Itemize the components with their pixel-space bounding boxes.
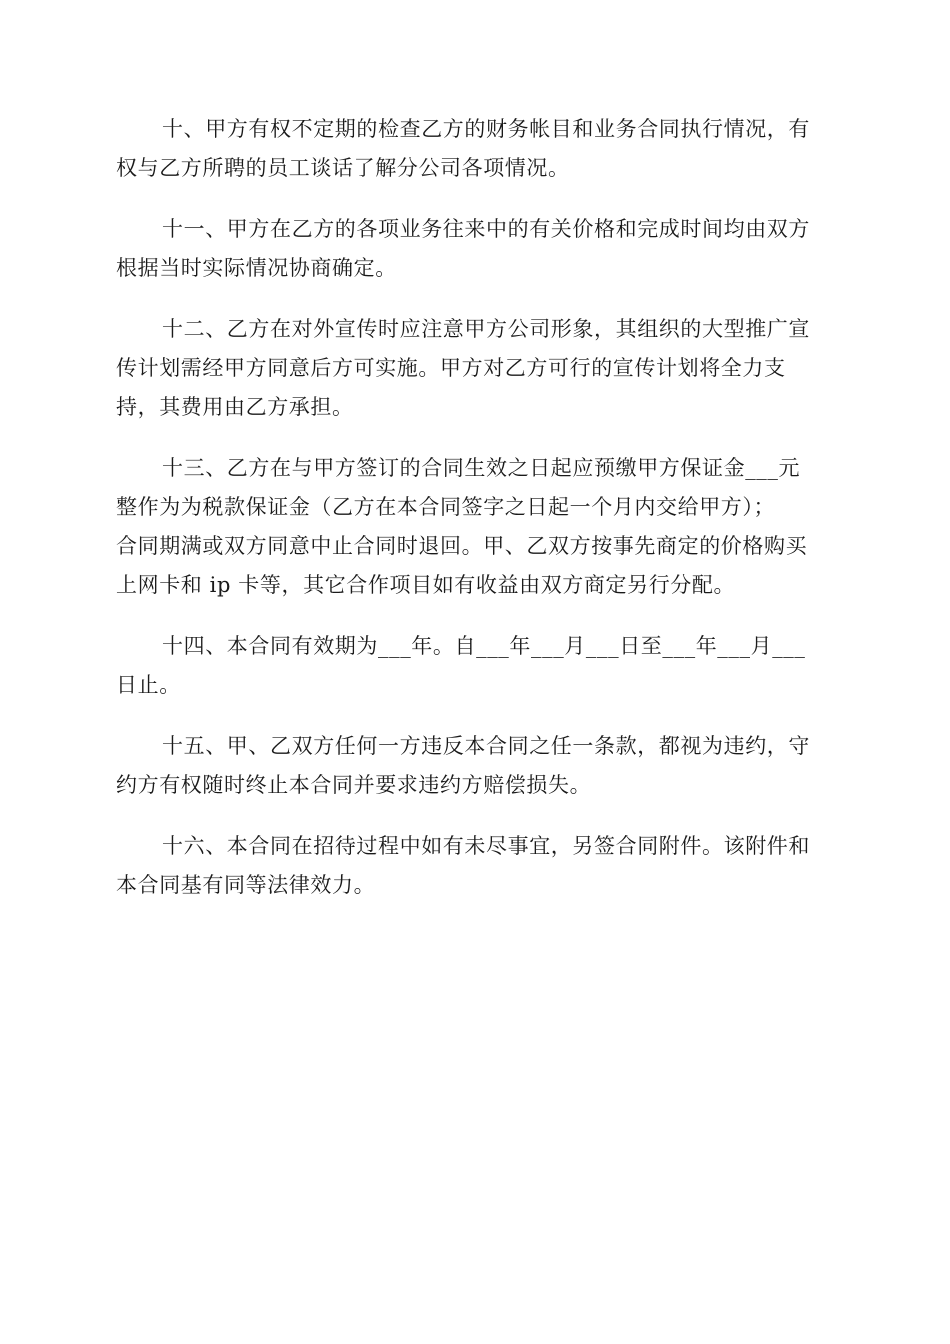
clause-16	[116, 827, 834, 905]
clause-14	[116, 627, 834, 705]
clause-11-line-2: 根据当时实际情况协商确定。	[116, 256, 397, 280]
clause-14-line-2: 日止。	[116, 673, 181, 697]
clause-15-line-1: 十五、甲、乙双方任何一方违反本合同之任一条款，都视为违约，守	[162, 734, 810, 758]
clause-13-line-1: 十三、乙方在与甲方签订的合同生效之日起应预缴甲方保证金___元	[162, 456, 801, 480]
clause-15	[116, 727, 834, 805]
clause-13-line-2: 整作为为税款保证金（乙方在本合同签字之日起一个月内交给甲方）；	[116, 495, 776, 519]
clause-12-line-1: 十二、乙方在对外宣传时应注意甲方公司形象，其组织的大型推广宣	[162, 317, 810, 341]
clause-11	[116, 210, 834, 288]
clause-12-line-3: 持，其费用由乙方承担。	[116, 395, 354, 419]
clause-10-line-2: 权与乙方所聘的员工谈话了解分公司各项情况。	[116, 156, 570, 180]
clause-16-line-1: 十六、本合同在招待过程中如有未尽事宜，另签合同附件。该附件和	[162, 834, 810, 858]
clause-13-line-4: 上网卡和 ip 卡等，其它合作项目如有收益由双方商定另行分配。	[116, 573, 736, 597]
clause-10	[116, 110, 834, 188]
clause-13-line-3: 合同期满或双方同意中止合同时退回。甲、乙双方按事先商定的价格购买	[116, 534, 808, 558]
clause-14-line-1: 十四、本合同有效期为___年。自___年___月___日至___年___月___	[162, 634, 806, 658]
clause-15-line-2: 约方有权随时终止本合同并要求违约方赔偿损失。	[116, 773, 592, 797]
clause-12-line-2: 传计划需经甲方同意后方可实施。甲方对乙方可行的宣传计划将全力支	[116, 356, 786, 380]
contract-body	[116, 110, 834, 927]
clause-11-line-1: 十一、甲方在乙方的各项业务往来中的有关价格和完成时间均由双方	[162, 217, 810, 241]
clause-12	[116, 310, 834, 427]
clause-10-line-1: 十、甲方有权不定期的检查乙方的财务帐目和业务合同执行情况，有	[162, 117, 810, 141]
clause-13	[116, 449, 834, 605]
clause-16-line-2: 本合同基有同等法律效力。	[116, 873, 376, 897]
